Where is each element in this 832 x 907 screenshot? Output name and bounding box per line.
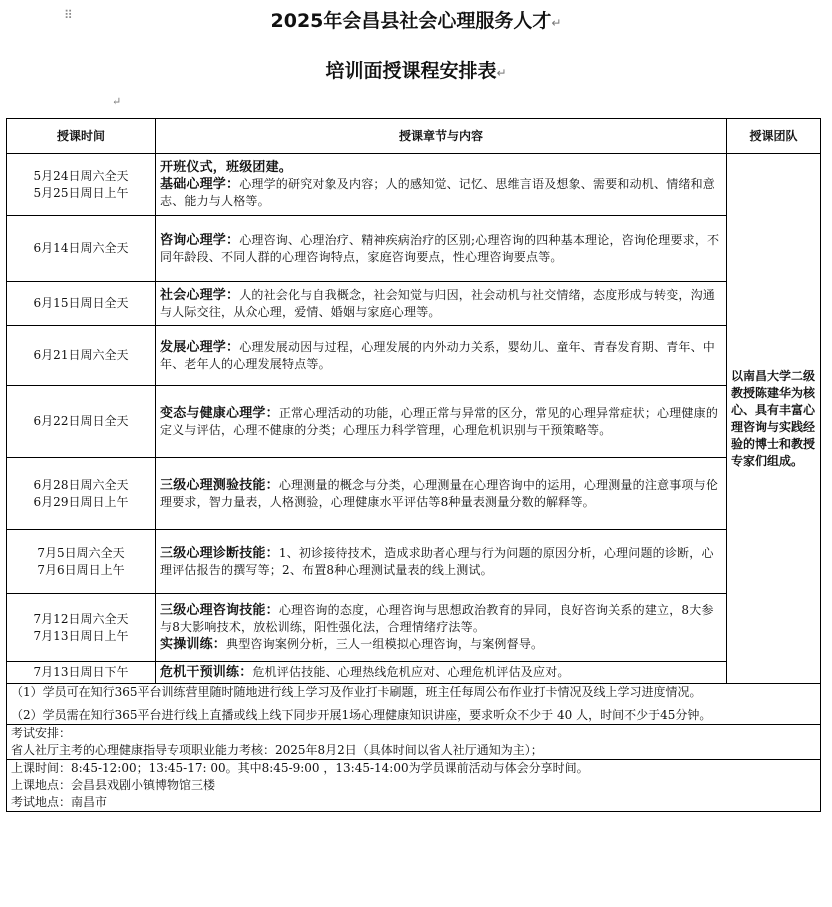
- table-row: [7, 594, 821, 662]
- row-time: 6月22日周日全天: [7, 386, 156, 458]
- table-move-handle[interactable]: ⠿: [64, 8, 74, 22]
- note-2: （2）学员需在知行365平台进行线上直播或线上线下同步开展1场心理健康知识讲座，要求听众不少于 40 人，时间不少于45分钟。: [11, 708, 712, 722]
- logistics-cell: [7, 760, 821, 812]
- row-time: 6月15日周日全天: [7, 282, 156, 326]
- table-row: [7, 216, 821, 282]
- schedule-table: [6, 118, 821, 812]
- table-row: [7, 662, 821, 684]
- table-row: [7, 386, 821, 458]
- team-cell: 以南昌大学二级教授陈建华为核心、具有丰富心理咨询与实践经验的博士和教授专家们组成。: [727, 154, 821, 684]
- exam-label: 考试安排：: [11, 726, 72, 740]
- row-time: 7月13日周日下午: [7, 662, 156, 684]
- class-time: 上课时间：8:45-12:00；13:45-17: 00。其中8:45-9:00 ，13:45-14:00为学员课前活动与体会分享时间。: [11, 761, 589, 775]
- row-time: 5月24日周六全天 5月25日周日上午: [7, 154, 156, 216]
- header-time: 授课时间: [7, 119, 156, 154]
- row-content: 危机干预训练：危机评估技能、心理热线危机应对、心理危机评估及应对。: [156, 662, 727, 684]
- note-1: （1）学员可在知行365平台训练营里随时随地进行线上学习及作业打卡刷题，班主任每周公布作业打卡情况及线上学习进度情况。: [11, 685, 702, 699]
- exam-row: [7, 725, 821, 760]
- row-content: 三级心理诊断技能：1、初诊接待技术，造成求助者心理与行为问题的原因分析，心理问题的诊断，心理评估报告的撰写等；2、布置8种心理测试量表的线上测试。: [156, 530, 727, 594]
- page-subtitle: 培训面授课程安排表↵: [325, 60, 507, 82]
- row-content: 三级心理咨询技能：心理咨询的态度，心理咨询与思想政治教育的异同，良好咨询关系的建立，8大参与8大影响技术，放松训练，阳性强化法，合理情绪疗法等。 实操训练：典型咨询案例分析，三人一组模拟心理咨询，与案例督导。: [156, 594, 727, 662]
- table-header-row: [7, 119, 821, 154]
- logistics-row: [7, 760, 821, 812]
- page-title: 2025年会昌县社会心理服务人才↵: [270, 10, 562, 32]
- class-place: 上课地点：会昌县戏剧小镇博物馆三楼: [11, 778, 216, 792]
- table-row: [7, 326, 821, 386]
- row-content: 三级心理测验技能：心理测量的概念与分类，心理测量在心理咨询中的运用，心理测量的注意事项与伦理要求，智力量表，人格测验，心理健康水平评估等8种量表测量分数的解释等。: [156, 458, 727, 530]
- header-content: 授课章节与内容: [156, 119, 727, 154]
- exam-detail: 省人社厅主考的心理健康指导专项职业能力考核：2025年8月2日（具体时间以省人社厅通知为主）；: [11, 743, 543, 757]
- row-time: 7月12日周六全天 7月13日周日上午: [7, 594, 156, 662]
- paragraph-mark: ↵: [112, 95, 122, 108]
- table-row: [7, 282, 821, 326]
- row-content: 社会心理学：人的社会化与自我概念，社会知觉与归因，社会动机与社交情绪，态度形成与转变，沟通与人际交往，从众心理，爱情、婚姻与家庭心理等。: [156, 282, 727, 326]
- row-time: 6月21日周六全天: [7, 326, 156, 386]
- notes-row: [7, 684, 821, 725]
- row-content: 变态与健康心理学：正常心理活动的功能，心理正常与异常的区分，常见的心理异常症状；心理健康的定义与评估，心理不健康的分类；心理压力科学管理，心理危机识别与干预策略等。: [156, 386, 727, 458]
- row-content: 咨询心理学：心理咨询、心理治疗、精神疾病治疗的区别;心理咨询的四种基本理论，咨询伦理要求，不同年龄段、不同人群的心理咨询特点，家庭咨询要点，性心理咨询要点等。: [156, 216, 727, 282]
- row-time: 6月28日周六全天 6月29日周日上午: [7, 458, 156, 530]
- header-team: 授课团队: [727, 119, 821, 154]
- row-time: 6月14日周六全天: [7, 216, 156, 282]
- exam-place: 考试地点：南昌市: [11, 795, 108, 809]
- table-row: [7, 154, 821, 216]
- row-time: 7月5日周六全天 7月6日周日上午: [7, 530, 156, 594]
- row-content: 发展心理学：心理发展动因与过程，心理发展的内外动力关系，婴幼儿、童年、青春发育期、青年、中年、老年人的心理发展特点等。: [156, 326, 727, 386]
- table-row: [7, 458, 821, 530]
- row-content: 开班仪式，班级团建。 基础心理学：心理学的研究对象及内容；人的感知觉、记忆、思维言语及想象、需要和动机、情绪和意志、能力与人格等。: [156, 154, 727, 216]
- exam-cell: [7, 725, 821, 760]
- notes-cell: [7, 684, 821, 725]
- table-row: [7, 530, 821, 594]
